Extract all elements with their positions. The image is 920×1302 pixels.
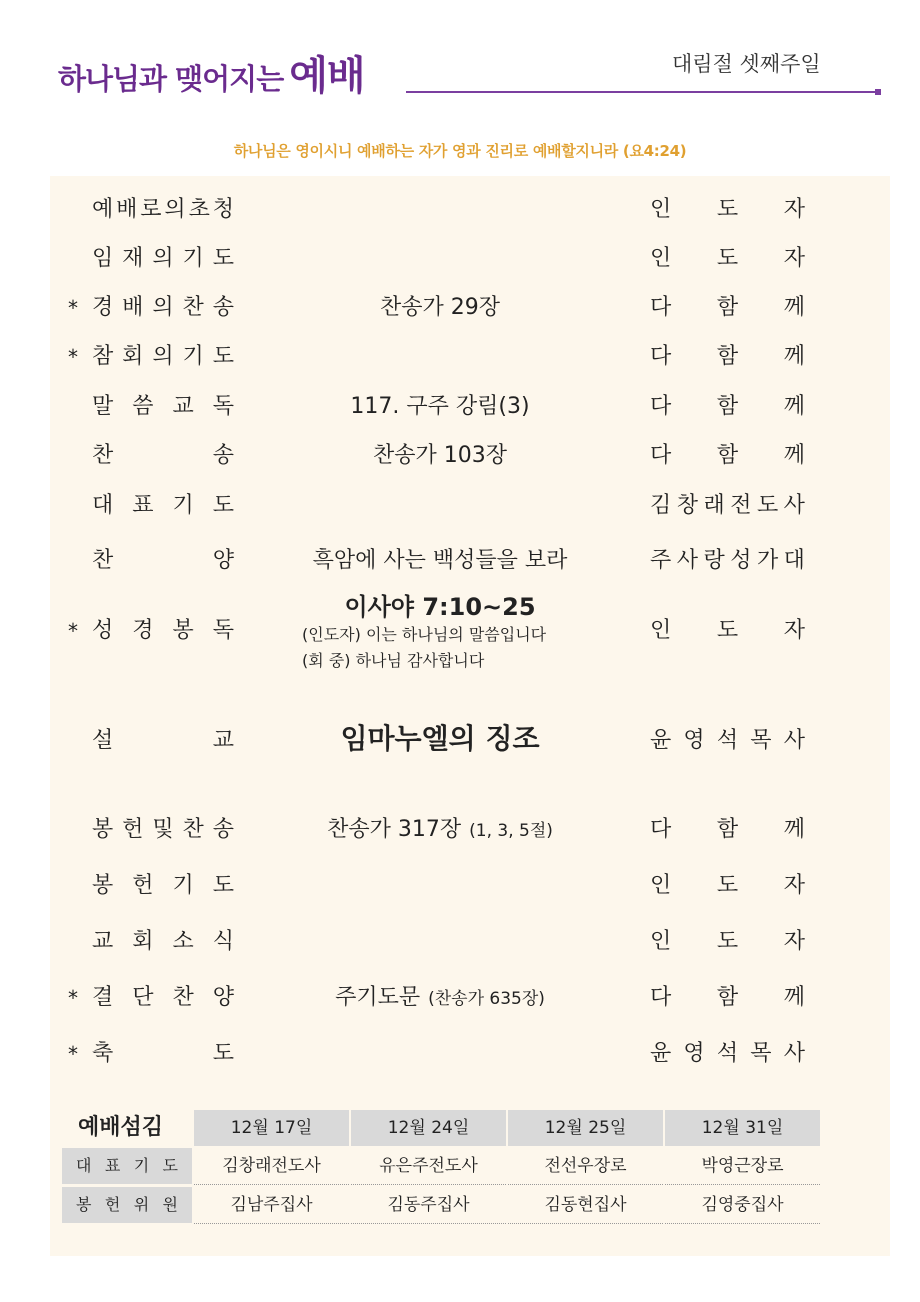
- order-item-name-char: 회: [122, 344, 144, 369]
- order-item-leader-char: 께: [783, 443, 805, 468]
- order-item-name-char: 도: [212, 344, 234, 369]
- order-item-leader-char: 다: [650, 394, 672, 419]
- order-item-name: [92, 983, 234, 1013]
- order-item-leader-char: 함: [716, 295, 739, 320]
- standing-mark: *: [68, 619, 78, 643]
- order-item-leader-char: 다: [650, 985, 672, 1010]
- schedule-row-label-char: 헌: [104, 1195, 121, 1214]
- order-item-leader-char: 성: [730, 548, 752, 573]
- order-item-leader: [650, 546, 805, 576]
- sermon-title: [260, 724, 620, 757]
- order-item-leader: [650, 1039, 805, 1069]
- order-item-leader: [650, 726, 805, 756]
- order-item-leader-char: 석: [716, 728, 739, 753]
- schedule-row-label-char: 표: [104, 1156, 121, 1175]
- order-item-name: [92, 815, 234, 845]
- order-item-leader-char: 석: [716, 1041, 739, 1066]
- order-item-leader-char: 창: [676, 493, 698, 518]
- order-item-name-char: 씀: [132, 394, 154, 419]
- order-row: [0, 983, 920, 1023]
- order-item-leader-char: 도: [756, 493, 779, 518]
- order-item-leader-char: 영: [683, 1041, 705, 1066]
- standing-mark: *: [68, 1042, 78, 1066]
- order-item-leader: [650, 342, 805, 372]
- order-item-leader-char: 윤: [650, 1041, 672, 1066]
- order-item-detail: 흑암에 사는 백성들을 보라: [312, 548, 568, 573]
- order-item-name: [92, 871, 234, 901]
- order-row: [0, 441, 920, 481]
- order-item-leader: [650, 815, 805, 845]
- schedule-label: 예배섬김: [78, 1115, 164, 1140]
- standing-mark: *: [68, 345, 78, 369]
- order-item-name-char: 청: [212, 197, 234, 222]
- order-item-leader-char: 랑: [703, 548, 725, 573]
- order-item-name-char: 송: [212, 817, 234, 842]
- order-item-leader: [650, 616, 805, 646]
- order-item-name: [92, 195, 234, 225]
- order-item-leader-char: 인: [650, 873, 672, 898]
- order-item-name-char: 회: [132, 929, 154, 954]
- order-item-leader-char: 께: [783, 295, 805, 320]
- order-item-name-char: 표: [132, 493, 154, 518]
- schedule-cell: 김동현집사: [508, 1187, 663, 1224]
- order-row: [0, 927, 920, 967]
- scripture-row: [0, 590, 920, 690]
- order-item-leader: [650, 293, 805, 323]
- order-item-name-char: 단: [132, 985, 154, 1010]
- order-item-detail: 찬송가 103장: [373, 443, 507, 468]
- schedule-row-label-char: 원: [162, 1195, 178, 1214]
- order-item-name-char: 참: [92, 344, 114, 369]
- order-item-name-char: 봉: [92, 873, 114, 898]
- order-item-leader: [650, 244, 805, 274]
- page-subtitle: 대림절 셋째주일: [672, 52, 821, 76]
- order-item-name-char: 및: [152, 817, 174, 842]
- order-item-name-char: 교: [92, 929, 114, 954]
- schedule-cell: 김동주집사: [351, 1187, 506, 1224]
- schedule-row-label-char: 기: [133, 1156, 150, 1175]
- order-item-detail: [260, 983, 620, 1014]
- order-item-name-char: 봉: [92, 817, 114, 842]
- order-item-name-char: 독: [212, 618, 234, 643]
- order-item-name: [92, 491, 234, 521]
- schedule-cell: 김남주집사: [194, 1187, 349, 1224]
- order-item-leader-char: 사: [783, 728, 805, 753]
- order-item-leader-char: 래: [703, 493, 725, 518]
- schedule-cell: 김창래전도사: [194, 1148, 349, 1185]
- order-item-leader-char: 자: [783, 197, 805, 222]
- order-row: [0, 815, 920, 855]
- order-item-leader-char: 윤: [650, 728, 672, 753]
- order-item-leader-char: 인: [650, 197, 672, 222]
- order-item-leader-char: 다: [650, 443, 672, 468]
- order-item-name: [92, 546, 234, 576]
- order-item-name-char: 배: [122, 295, 144, 320]
- standing-mark: *: [68, 296, 78, 320]
- order-item-name-char: 헌: [132, 873, 154, 898]
- schedule-date: 12월 17일: [194, 1110, 349, 1146]
- order-item-name-char: 기: [172, 873, 194, 898]
- order-item-name: [92, 441, 234, 471]
- order-item-name-char: 대: [92, 493, 114, 518]
- order-item-name-char: 결: [92, 985, 114, 1010]
- sermon-title-text: 임마누엘의 징조: [340, 722, 540, 755]
- order-item-leader-char: 도: [716, 873, 739, 898]
- order-item-name-char: 의: [152, 295, 174, 320]
- order-item-leader-char: 도: [716, 618, 739, 643]
- order-item-leader-char: 함: [716, 443, 739, 468]
- scripture-title: 이사야 7:10~25: [344, 593, 536, 621]
- scripture-response-leader: (인도자) 이는 하나님의 말씀입니다: [302, 625, 547, 644]
- order-item-leader-char: 영: [683, 728, 705, 753]
- schedule-date: 12월 31일: [665, 1110, 820, 1146]
- order-item-leader-char: 주: [650, 548, 672, 573]
- sermon-row: [0, 722, 920, 766]
- order-item-leader-char: 사: [783, 1041, 805, 1066]
- order-item-name-char: 교: [172, 394, 194, 419]
- order-item-detail-main: 주기도문: [335, 985, 421, 1010]
- order-item-leader-char: 함: [716, 344, 739, 369]
- order-item-name-char: 의: [152, 246, 174, 271]
- order-item-name-char: 기: [182, 344, 204, 369]
- order-item-leader-char: 가: [756, 548, 779, 573]
- order-row: [0, 871, 920, 911]
- order-item-name-char: 봉: [172, 618, 194, 643]
- order-item-name: [92, 244, 234, 274]
- order-item-leader-char: 자: [783, 873, 805, 898]
- order-item-leader: [650, 491, 805, 521]
- scripture-response-congregation: (회 중) 하나님 감사합니다: [302, 651, 485, 670]
- schedule-row-label: [62, 1187, 192, 1223]
- schedule-row-label-char: 대: [76, 1156, 92, 1175]
- order-item-name-char: 찬: [182, 295, 204, 320]
- scripture-block: [260, 592, 620, 674]
- schedule-date: 12월 25일: [508, 1110, 663, 1146]
- order-row: [0, 546, 920, 586]
- page-title: [58, 44, 365, 101]
- order-item-detail-note: (1, 3, 5절): [469, 821, 553, 841]
- schedule-row-label-char: 봉: [76, 1195, 92, 1214]
- header-divider-end: [875, 89, 881, 95]
- order-item-name: [92, 927, 234, 957]
- order-item-name: [92, 342, 234, 372]
- order-item-name-char: 초: [188, 197, 210, 222]
- order-item-leader-char: 자: [783, 929, 805, 954]
- schedule-cell: 전선우장로: [508, 1148, 663, 1185]
- worship-order-panel: [50, 176, 890, 1256]
- order-item-leader-char: 목: [750, 728, 772, 753]
- order-row: [0, 293, 920, 333]
- order-item-leader-char: 인: [650, 929, 672, 954]
- bible-verse: 하나님은 영이시니 예배하는 자가 영과 진리로 예배할지니라 (요4:24): [233, 142, 687, 160]
- order-row: [0, 244, 920, 284]
- order-item-name-char: 배: [116, 197, 138, 222]
- order-item-name-char: 말: [92, 394, 114, 419]
- order-item-name: [92, 392, 234, 422]
- order-item-name-char: 경: [92, 295, 114, 320]
- order-item-name-char: 의: [164, 197, 186, 222]
- order-item-leader-char: 인: [650, 246, 672, 271]
- order-item-name-char: 축: [92, 1041, 114, 1066]
- order-item-leader: [650, 983, 805, 1013]
- order-item-name-char: 찬: [92, 548, 114, 573]
- order-item-name-char: 찬: [182, 817, 204, 842]
- order-item-name: [92, 616, 234, 646]
- order-item-name-char: 양: [212, 985, 234, 1010]
- order-item-name: [92, 293, 234, 323]
- order-item-leader-char: 전: [730, 493, 752, 518]
- order-item-name-char: 찬: [172, 985, 194, 1010]
- order-item-leader: [650, 927, 805, 957]
- order-item-leader: [650, 392, 805, 422]
- order-item-leader: [650, 441, 805, 471]
- order-item-name-char: 독: [212, 394, 234, 419]
- header-divider: [406, 91, 878, 93]
- order-item-leader-char: 함: [716, 985, 739, 1010]
- schedule-cell: 유은주전도사: [351, 1148, 506, 1185]
- order-item-leader-char: 다: [650, 344, 672, 369]
- order-row: [0, 342, 920, 382]
- order-item-leader-char: 사: [676, 548, 698, 573]
- order-item-leader-char: 께: [783, 344, 805, 369]
- order-item-leader: [650, 871, 805, 901]
- order-item-leader-char: 자: [783, 618, 805, 643]
- schedule-row-label-char: 위: [133, 1195, 150, 1214]
- order-item-leader-char: 다: [650, 817, 672, 842]
- order-item-detail-note: (찬송가 635장): [428, 989, 545, 1009]
- order-item-leader-char: 께: [783, 985, 805, 1010]
- order-item-leader-char: 함: [716, 394, 739, 419]
- order-item-leader-char: 김: [650, 493, 672, 518]
- order-item-leader-char: 다: [650, 295, 672, 320]
- order-item-name-char: 도: [212, 246, 234, 271]
- title-small: 하나님과 맺어지는: [58, 62, 284, 96]
- order-row: [0, 491, 920, 531]
- order-item-name-char: 기: [172, 493, 194, 518]
- order-item-detail: 찬송가 29장: [380, 295, 500, 320]
- order-item-name-char: 로: [140, 197, 162, 222]
- order-item-name-char: 의: [152, 344, 174, 369]
- schedule-cell: 김영중집사: [665, 1187, 820, 1224]
- schedule-row-label-char: 도: [162, 1156, 178, 1175]
- order-item-leader-char: 자: [783, 246, 805, 271]
- standing-mark: *: [68, 986, 78, 1010]
- order-item-name-char: 찬: [92, 443, 114, 468]
- order-item-name: [92, 726, 234, 756]
- order-item-leader-char: 께: [783, 817, 805, 842]
- order-item-leader-char: 도: [716, 929, 739, 954]
- order-item-name-char: 소: [172, 929, 194, 954]
- order-item-name-char: 도: [212, 493, 234, 518]
- order-item-name: [92, 1039, 234, 1069]
- order-row: [0, 1039, 920, 1079]
- order-item-leader-char: 사: [783, 493, 805, 518]
- schedule-row-label: [62, 1148, 192, 1184]
- order-item-detail: 117. 구주 강림(3): [350, 394, 530, 419]
- order-item-name-char: 식: [212, 929, 234, 954]
- order-item-leader-char: 대: [783, 548, 805, 573]
- order-item-leader-char: 인: [650, 618, 672, 643]
- order-item-leader-char: 께: [783, 394, 805, 419]
- order-item-leader-char: 도: [716, 246, 739, 271]
- order-item-name-char: 성: [92, 618, 114, 643]
- order-item-name-char: 설: [92, 728, 114, 753]
- order-item-name-char: 예: [92, 197, 114, 222]
- order-item-name-char: 교: [212, 728, 234, 753]
- order-item-leader: [650, 195, 805, 225]
- order-item-detail-main: 찬송가 317장: [327, 817, 462, 842]
- title-big: 예배: [289, 53, 365, 99]
- order-item-name-char: 도: [212, 873, 234, 898]
- order-item-name-char: 송: [212, 443, 234, 468]
- order-item-name-char: 헌: [122, 817, 144, 842]
- order-item-detail: [260, 815, 620, 846]
- order-item-name-char: 재: [122, 246, 144, 271]
- schedule-cell: 박영근장로: [665, 1148, 820, 1185]
- schedule-date: 12월 24일: [351, 1110, 506, 1146]
- order-item-name-char: 송: [212, 295, 234, 320]
- order-item-name-char: 경: [132, 618, 154, 643]
- order-row: [0, 195, 920, 235]
- order-item-name-char: 도: [212, 1041, 234, 1066]
- order-item-name-char: 양: [212, 548, 234, 573]
- order-item-name-char: 임: [92, 246, 114, 271]
- order-item-leader-char: 목: [750, 1041, 772, 1066]
- order-item-name-char: 기: [182, 246, 204, 271]
- order-item-leader-char: 함: [716, 817, 739, 842]
- order-item-leader-char: 도: [716, 197, 739, 222]
- order-row: [0, 392, 920, 432]
